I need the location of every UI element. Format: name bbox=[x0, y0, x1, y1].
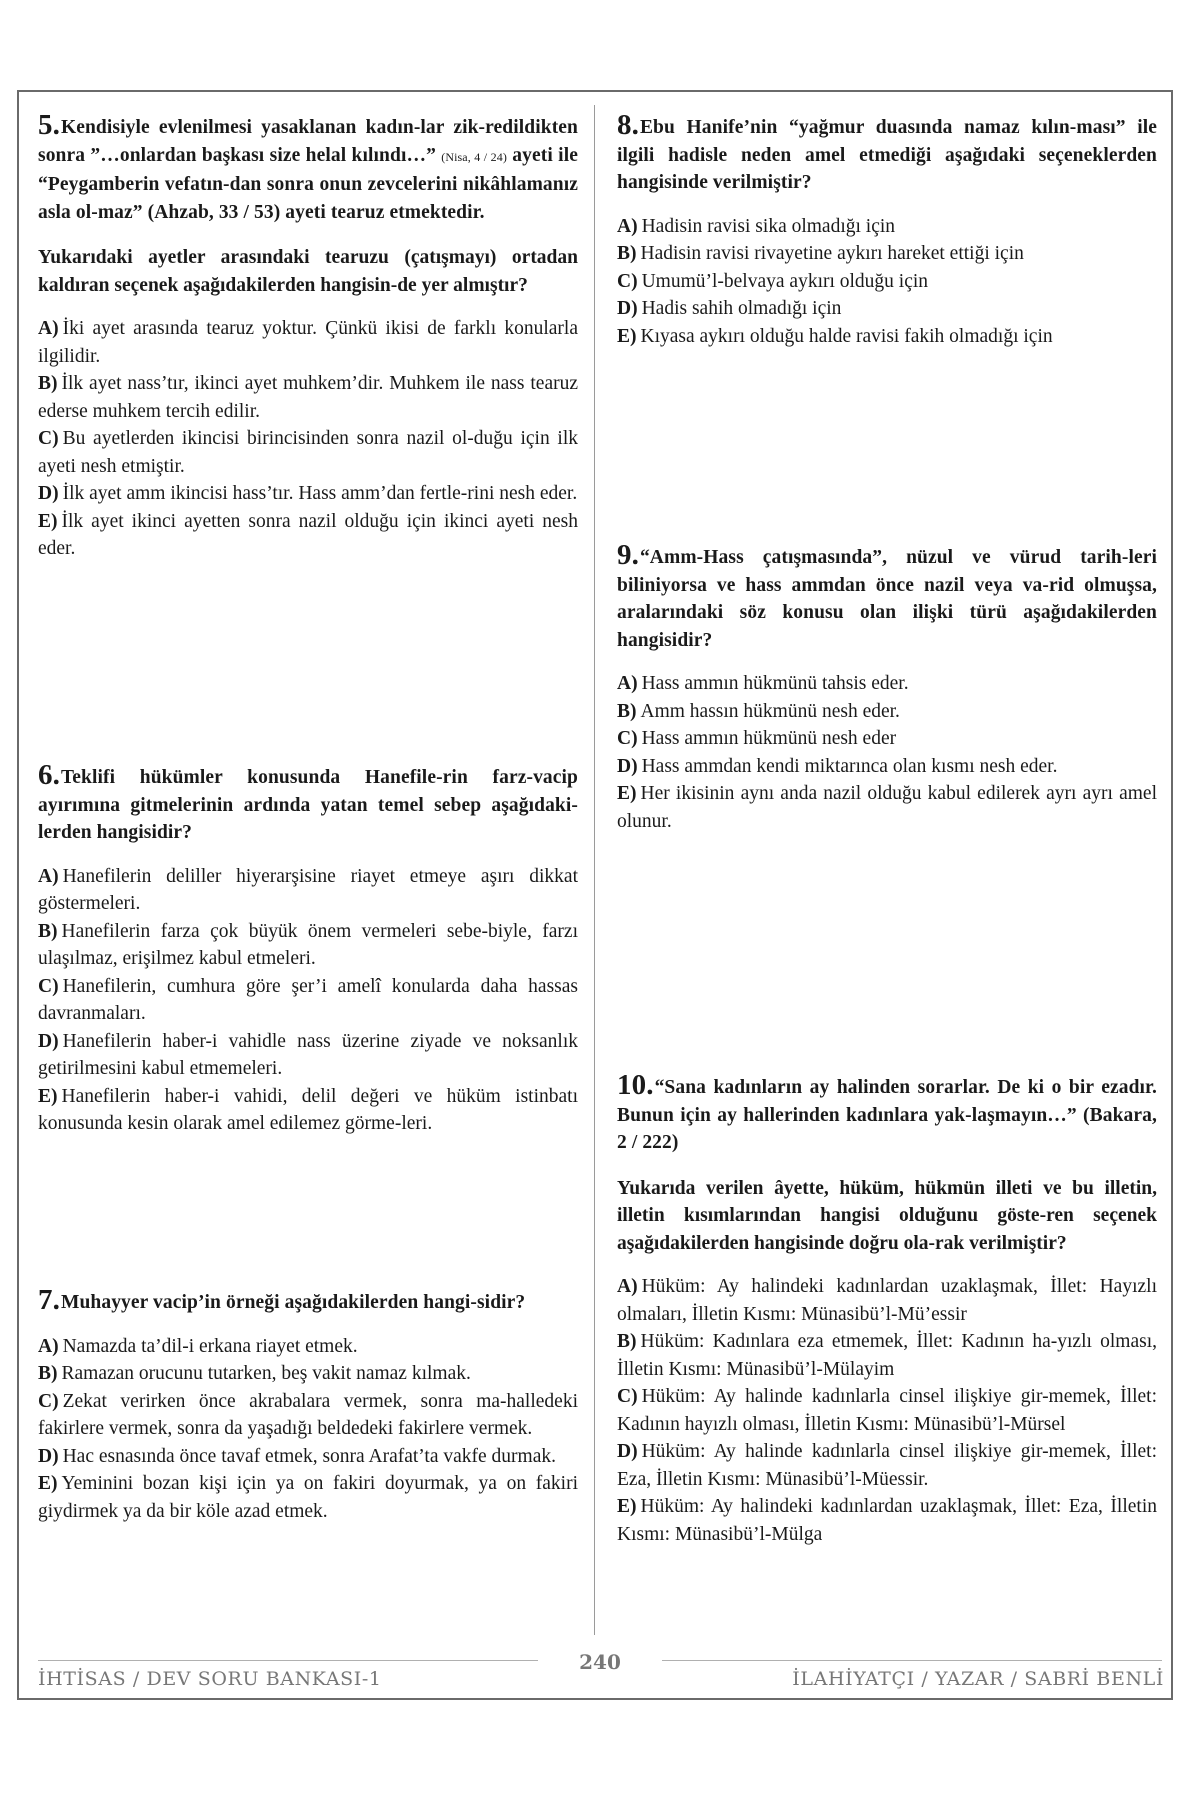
option-d[interactable] bbox=[38, 1028, 578, 1083]
option-letter: B) bbox=[38, 920, 58, 942]
option-text: Hac esnasında önce tavaf etmek, sonra Arafat’ta vakfe durmak. bbox=[62, 1445, 557, 1467]
option-letter: A) bbox=[617, 215, 638, 237]
option-letter: A) bbox=[38, 1335, 59, 1357]
option-letter: D) bbox=[38, 1030, 59, 1052]
stem-text: Kendisiyle evlenilmesi yasaklanan kadın-lar zik-redildikten sonra ”…onlardan başkası size helal kılındı…” bbox=[38, 117, 578, 166]
option-text: Hüküm: Ay halindeki kadınlardan uzaklaşmak, İllet: Hayızlı olmaları, İlletin Kısmı: Münasibü’l-Mü’essir bbox=[617, 1276, 1157, 1325]
option-text: Umumü’l-belvaya aykırı olduğu için bbox=[641, 270, 929, 292]
question-9-options bbox=[617, 670, 1157, 835]
option-letter: D) bbox=[617, 1441, 638, 1462]
question-6 bbox=[38, 759, 578, 1138]
verse-reference: (Nisa, 4 / 24) bbox=[441, 149, 507, 164]
option-letter: B) bbox=[617, 243, 637, 264]
question-10-stem bbox=[617, 1069, 1157, 1157]
option-text: Ramazan orucunu tutarken, beş vakit namaz kılmak. bbox=[61, 1363, 471, 1384]
question-10-options bbox=[617, 1273, 1157, 1548]
option-text: Hüküm: Ay halindeki kadınlardan uzaklaşmak, İllet: Eza, İlletin Kısmı: Münasibü’l-Mülga bbox=[617, 1496, 1157, 1545]
option-text: Amm hassın hükmünü nesh eder. bbox=[640, 700, 900, 722]
option-c[interactable] bbox=[38, 973, 578, 1028]
question-number: 8. bbox=[617, 109, 639, 141]
option-text: Hanefilerin deliller hiyerarşisine riayet etmeye aşırı dikkat göstermeleri. bbox=[38, 865, 578, 914]
question-8-stem bbox=[617, 109, 1157, 197]
option-text: Hadisin ravisi rivayetine aykırı hareket ettiği için bbox=[640, 243, 1024, 264]
option-b[interactable] bbox=[38, 1360, 578, 1388]
option-e[interactable] bbox=[38, 1470, 578, 1525]
option-letter: C) bbox=[617, 1386, 638, 1407]
question-number: 9. bbox=[617, 539, 639, 571]
option-d[interactable] bbox=[38, 1443, 578, 1471]
option-b[interactable] bbox=[617, 698, 1157, 726]
option-d[interactable] bbox=[617, 753, 1157, 781]
option-e[interactable] bbox=[38, 508, 578, 563]
option-text: Namazda ta’dil-i erkana riayet etmek. bbox=[62, 1335, 358, 1357]
option-a[interactable] bbox=[617, 670, 1157, 698]
question-number: 7. bbox=[38, 1284, 60, 1316]
stem-text: ayeti ile “Peygamberin vefatın-dan sonra onun zevcelerini nikâhlamanız asla ol-maz” (Ahzab, 33 / 53) ayeti tearuz etmektedir. bbox=[38, 144, 578, 223]
option-text: Hass ammın hükmünü tahsis eder. bbox=[641, 673, 909, 694]
option-letter: A) bbox=[617, 1276, 638, 1297]
option-e[interactable] bbox=[617, 780, 1157, 835]
option-text: Zekat verirken önce akrabalara vermek, sonra ma-halledeki fakirlere vermek, sonra da yaşadığı beldedeki fakirlere vermek. bbox=[38, 1390, 578, 1439]
question-5-instruction: Yukarıdaki ayetler arasındaki tearuzu (çatışmayı) ortadan kaldıran seçenek aşağıdakilerden hangisin-de yer almıştır? bbox=[38, 247, 578, 296]
option-text: İki ayet arasında tearuz yoktur. Çünkü ikisi de farklı konularla ilgilidir. bbox=[38, 318, 578, 367]
option-c[interactable] bbox=[617, 1383, 1157, 1438]
option-letter: A) bbox=[38, 318, 59, 339]
question-8 bbox=[617, 109, 1157, 350]
option-c[interactable] bbox=[617, 725, 1157, 753]
option-letter: B) bbox=[38, 1363, 58, 1384]
option-text: Kıyasa aykırı olduğu halde ravisi fakih olmadığı için bbox=[640, 325, 1053, 347]
stem-text: Muhayyer vacip’in örneği aşağıdakilerden hangi-sidir? bbox=[60, 1292, 526, 1313]
question-8-options bbox=[617, 213, 1157, 351]
stem-text: Ebu Hanife’nin “yağmur duasında namaz kılın-ması” ile ilgili hadisle neden amel etmediği aşağıdaki seçeneklerden hangisinde verilmiştir? bbox=[617, 117, 1157, 193]
option-d[interactable] bbox=[617, 1438, 1157, 1493]
option-d[interactable] bbox=[617, 295, 1157, 323]
option-e[interactable] bbox=[38, 1083, 578, 1138]
option-text: Hanefilerin haber-i vahidi, delil değeri ve hüküm istinbatı konusunda kesin olarak amel edilemez görme-leri. bbox=[38, 1085, 578, 1134]
option-text: Hanefilerin, cumhura göre şer’i amelî konularda daha hassas davranmaları. bbox=[38, 975, 578, 1024]
question-7-stem bbox=[38, 1284, 578, 1317]
option-letter: E) bbox=[38, 510, 58, 532]
question-number: 6. bbox=[38, 759, 60, 791]
option-text: Hanefilerin farza çok büyük önem vermeleri sebe-biyle, farzı ulaşılmaz, erişilmez kabul etmeleri. bbox=[38, 920, 578, 969]
stem-text: Teklifi hükümler konusunda Hanefile-rin farz-vacip ayırımına gitmelerinin ardında yatan temel sebep aşağıdaki-lerden hangisidir? bbox=[38, 767, 578, 843]
option-letter: C) bbox=[38, 428, 59, 449]
footer-book-title: İHTİSAS / DEV SORU BANKASI-1 bbox=[38, 1668, 382, 1690]
option-c[interactable] bbox=[38, 1388, 578, 1443]
option-text: Yeminini bozan kişi için ya on fakiri doyurmak, ya on fakiri giydirmek ya da bir köle azad etmek. bbox=[38, 1473, 578, 1522]
option-text: Hadis sahih olmadığı için bbox=[641, 298, 842, 319]
option-a[interactable] bbox=[38, 315, 578, 370]
footer-author: İLAHİYATÇI / YAZAR / SABRİ BENLİ bbox=[792, 1668, 1164, 1690]
option-a[interactable] bbox=[38, 863, 578, 918]
option-text: Hüküm: Ay halinde kadınlarla cinsel ilişkiye gir-memek, İllet: Kadının hayızlı olması, İlletin Kısmı: Münasibü’l-Mürsel bbox=[617, 1386, 1157, 1435]
option-letter: B) bbox=[38, 373, 58, 394]
question-10-instruction: Yukarıda verilen âyette, hüküm, hükmün illeti ve bu illetin, illetin kısımlarından hangisi olduğunu göste-ren seçenek aşağıdakilerden hangisinde doğru ola-rak verilmiştir? bbox=[617, 1177, 1157, 1254]
question-7-options bbox=[38, 1333, 578, 1526]
question-9-stem bbox=[617, 539, 1157, 654]
option-c[interactable] bbox=[617, 268, 1157, 296]
question-5-options bbox=[38, 315, 578, 563]
footer-rule-right bbox=[662, 1660, 1162, 1661]
option-letter: E) bbox=[617, 325, 637, 347]
option-text: Hadisin ravisi sika olmadığı için bbox=[641, 215, 896, 237]
option-e[interactable] bbox=[617, 323, 1157, 351]
option-a[interactable] bbox=[38, 1333, 578, 1361]
option-b[interactable] bbox=[617, 1328, 1157, 1383]
option-letter: D) bbox=[617, 755, 638, 777]
option-a[interactable] bbox=[617, 1273, 1157, 1328]
option-text: İlk ayet nass’tır, ikinci ayet muhkem’dir. Muhkem ile nass tearuz ederse muhkem tercih edilir. bbox=[38, 373, 578, 422]
question-10 bbox=[617, 1069, 1157, 1548]
option-letter: C) bbox=[617, 270, 638, 292]
option-text: Bu ayetlerden ikincisi birincisinden sonra nazil ol-duğu için ilk ayeti nesh etmiştir. bbox=[38, 428, 578, 477]
option-letter: D) bbox=[38, 1445, 59, 1467]
option-text: Hass ammdan kendi miktarınca olan kısmı nesh eder. bbox=[641, 755, 1058, 777]
option-letter: B) bbox=[617, 1331, 637, 1352]
option-letter: E) bbox=[38, 1473, 58, 1494]
question-6-options bbox=[38, 863, 578, 1138]
footer-rule-left bbox=[38, 1660, 538, 1661]
option-letter: E) bbox=[617, 1496, 637, 1517]
question-number: 10. bbox=[617, 1069, 654, 1101]
option-letter: A) bbox=[617, 673, 638, 694]
stem-text: “Amm-Hass çatışmasında”, nüzul ve vürud tarih-leri biliniyorsa ve hass ammdan önce nazil veya va-rid olmuşsa, aralarındaki söz konusu olan ilişki türü aşağıdakilerden hangisidir? bbox=[617, 547, 1157, 651]
question-7 bbox=[38, 1284, 578, 1525]
option-text: Hanefilerin haber-i vahidle nass üzerine ziyade ve noksanlık getirilmesini kabul etmemeleri. bbox=[38, 1030, 578, 1079]
option-text: Hüküm: Ay halinde kadınlarla cinsel ilişkiye gir-memek, İllet: Eza, İlletin Kısmı: Münasibü’l-Müessir. bbox=[617, 1441, 1157, 1490]
column-divider bbox=[594, 105, 595, 1635]
option-a[interactable] bbox=[617, 213, 1157, 241]
option-text: İlk ayet amm ikincisi hass’tır. Hass amm’dan fertle-rini nesh eder. bbox=[62, 483, 578, 504]
page-number: 240 bbox=[579, 1650, 621, 1674]
option-b[interactable] bbox=[617, 240, 1157, 268]
option-text: İlk ayet ikinci ayetten sonra nazil olduğu için ikinci ayeti nesh eder. bbox=[38, 510, 578, 559]
question-6-stem bbox=[38, 759, 578, 847]
option-letter: E) bbox=[617, 783, 637, 804]
question-9 bbox=[617, 539, 1157, 835]
option-text: Her ikisinin aynı anda nazil olduğu kabul edilerek ayrı ayrı amel olunur. bbox=[617, 783, 1157, 832]
stem-text: “Sana kadınların ay halinden sorarlar. De ki o bir ezadır. Bunun için ay hallerinden kadınlara yak-laşmayın…” (Bakara, 2 / 222) bbox=[617, 1077, 1157, 1153]
option-b[interactable] bbox=[38, 918, 578, 973]
option-letter: D) bbox=[38, 483, 59, 504]
option-letter: C) bbox=[617, 728, 638, 749]
option-b[interactable] bbox=[38, 370, 578, 425]
option-letter: A) bbox=[38, 865, 59, 887]
option-letter: C) bbox=[38, 1390, 59, 1412]
option-letter: E) bbox=[38, 1085, 58, 1107]
option-text: Hass ammın hükmünü nesh eder bbox=[641, 728, 897, 749]
option-c[interactable] bbox=[38, 425, 578, 480]
option-d[interactable] bbox=[38, 480, 578, 508]
question-5-stem bbox=[38, 109, 578, 226]
question-5 bbox=[38, 109, 578, 563]
option-letter: D) bbox=[617, 298, 638, 319]
question-number: 5. bbox=[38, 109, 60, 141]
option-e[interactable] bbox=[617, 1493, 1157, 1548]
option-text: Hüküm: Kadınlara eza etmemek, İllet: Kadının ha-yızlı olması, İlletin Kısmı: Münasibü’l-Mülayim bbox=[617, 1331, 1157, 1380]
option-letter: B) bbox=[617, 700, 637, 722]
option-letter: C) bbox=[38, 975, 59, 997]
